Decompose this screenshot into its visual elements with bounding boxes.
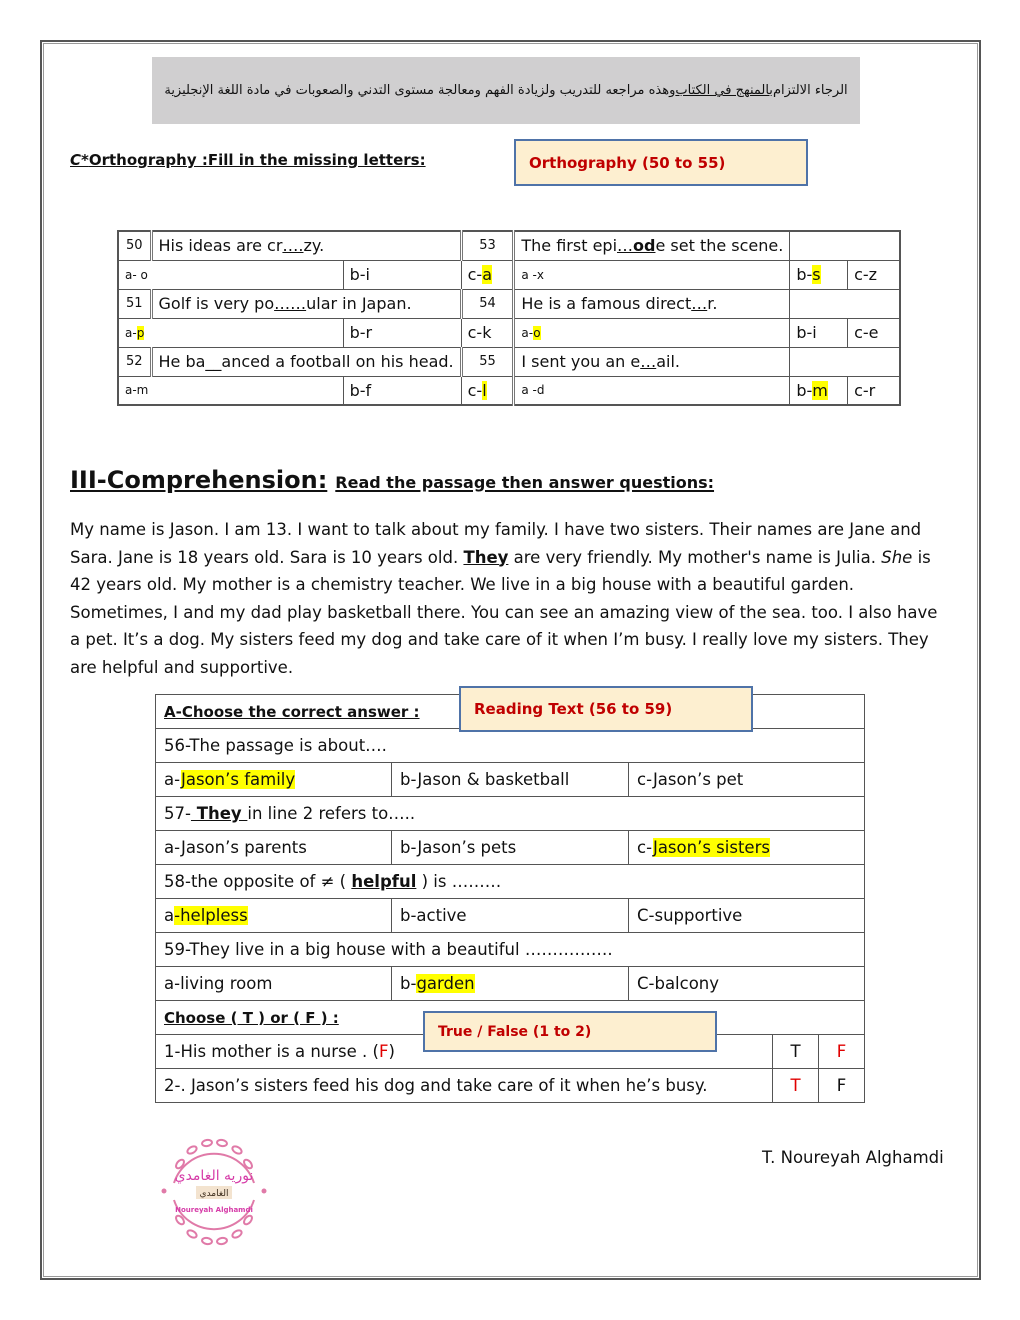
option-prefix: b- [796,265,813,284]
option-prefix: c- [637,838,653,857]
option-prefix: a -x [521,267,544,282]
table-row [156,967,865,1001]
table-row [156,1069,865,1103]
bold-letters: od [633,236,656,256]
option-51-c[interactable] [461,318,514,347]
option-54-c[interactable] [848,318,900,347]
teacher-logo-stamp [152,1128,276,1254]
option-54-a[interactable] [514,318,790,347]
option-prefix: a- [521,325,534,340]
option-57-c[interactable] [629,831,865,865]
option-57-b[interactable]: b-Jason’s pets [392,831,629,865]
option-55-c[interactable] [848,376,900,405]
table-row [118,376,900,405]
question-number: 55 [461,347,514,376]
option-prefix: b-r [349,323,373,342]
logo-latin-name: Noureyah Alghamdi [175,1206,253,1214]
option-prefix: a- [125,325,137,340]
question-keyword: They [190,804,248,823]
question-59: 59-They live in a big house with a beautiful ……………. [156,933,865,967]
tf-1-false[interactable]: F [819,1035,865,1069]
orthography-table [117,230,901,406]
option-58-a[interactable] [156,899,392,933]
option-prefix: a [164,906,175,925]
option-prefix: c- [467,265,483,284]
highlighted-answer: o [533,325,541,340]
highlighted-answer: a [482,265,493,284]
highlighted-answer: m [812,380,828,400]
question-keyword: helpful [351,872,417,891]
option-54-b[interactable] [790,318,848,347]
option-prefix: c-r [854,380,876,400]
blank: …. [282,236,304,256]
table-row [156,899,865,933]
answer-mark: F [378,1042,389,1061]
passage-text: is 42 years old. My mother is a chemistry teacher. We live in a big house with a beautiful garden. Sometimes, I and my dad play basketball there. You can see an amazing view of the sea. too. I also have a pet. It’s a dog. My sisters feed my dog and take care of it when I’m busy. I really love my sisters. They are helpful and supportive. [70,547,938,677]
question-58 [156,865,865,899]
reading-passage [70,516,950,681]
passage-text: are very friendly. My mother's name is Julia. [508,547,882,567]
highlighted-answer: Jason’s sisters [652,838,770,857]
question-sentence [514,289,790,318]
question-sentence [514,231,790,260]
option-prefix: b-i [349,265,370,284]
blank: … [640,352,657,371]
table-row [118,260,900,289]
option-53-c[interactable] [848,260,900,289]
sentence-text: His ideas are cr [158,236,283,256]
blank: … [617,236,634,256]
sentence-text: He ba__anced a football on his head. [158,352,454,371]
sentence-text: He is a famous direct [521,294,692,313]
sentence-text: Golf is very po [158,294,275,313]
option-prefix: a- o [125,267,148,282]
logo-arabic-sub: الغامدي [199,1189,229,1199]
option-prefix: c- [467,380,483,400]
question-sentence [514,347,790,376]
question-sentence [151,289,461,318]
question-number: 52 [118,347,151,376]
tf-statement-2: 2-. Jason’s sisters feed his dog and take care of it when he’s busy. [156,1069,773,1103]
option-51-b[interactable] [343,318,461,347]
option-59-b[interactable] [392,967,629,1001]
question-prefix: 58-the opposite of ≠ ( [164,872,352,891]
statement-text: ) [388,1042,395,1061]
option-50-c[interactable] [461,260,514,289]
true-false-header: Choose ( T ) or ( F ) : [156,1001,865,1035]
sentence-text: r. [707,294,718,313]
passage-they: They [463,547,509,567]
statement-text: 1-His mother is a nurse . ( [164,1042,379,1061]
sentence-text: ail. [656,352,680,371]
tf-2-true[interactable]: T [773,1069,819,1103]
option-55-a[interactable] [514,376,790,405]
comprehension-subtitle: Read the passage then answer questions: [335,473,715,492]
highlighted-answer: Jason’s family [180,770,296,789]
question-number: 51 [118,289,151,318]
table-row [156,763,865,797]
question-text: ) is ……… [416,872,502,891]
orthography-callout: Orthography (50 to 55) [514,139,808,186]
option-prefix: c-z [854,265,878,284]
table-row [156,797,865,831]
wreath-bottom-icon [174,1200,254,1229]
option-55-b[interactable] [790,376,848,405]
tf-1-true[interactable]: T [773,1035,819,1069]
option-56-c[interactable]: c-Jason’s pet [629,763,865,797]
comprehension-title: III-Comprehension: [70,466,328,494]
table-row [156,831,865,865]
option-56-a[interactable] [156,763,392,797]
comprehension-heading [70,466,714,494]
option-58-b[interactable]: b-active [392,899,629,933]
heading-text: Orthography :Fill in the missing letters: [88,151,426,169]
passage-text: My name is Jason. I am 13. I want to talk about my family. I have two sisters. Their names are Jane and Sara. Jane is 18 years old. Sara is 10 years old. [70,520,922,567]
table-row [156,933,865,967]
option-53-a[interactable] [514,260,790,289]
option-50-b[interactable] [343,260,461,289]
question-number: 50 [118,231,151,260]
question-number: 53 [461,231,514,260]
choose-header: A-Choose the correct answer : [156,695,865,729]
question-text: in line 2 refers to….. [247,804,416,823]
passage-she: She [881,547,913,567]
tf-2-false[interactable]: F [819,1069,865,1103]
option-52-a[interactable] [118,376,343,405]
question-number: 54 [461,289,514,318]
true-false-callout: True / False (1 to 2) [423,1011,717,1052]
option-prefix: b- [796,380,813,400]
highlighted-answer: p [136,325,145,340]
option-prefix: b-i [796,323,817,342]
highlighted-answer: s [812,265,821,284]
option-50-a[interactable] [118,260,343,289]
banner-text-underlined: بالمنهج في الكتاب [675,83,773,98]
teacher-signature: T. Noureyah Alghamdi [762,1148,944,1167]
banner-text-1: الرجاء الالتزام [772,83,848,98]
table-row [118,318,900,347]
heading-prefix: C* [70,151,89,169]
question-prefix: 57- [164,804,191,823]
option-prefix: b-f [349,380,372,400]
option-prefix: a-m [125,383,149,398]
sentence-text: The first epi [521,236,618,256]
option-prefix: b- [400,974,417,993]
option-prefix: a- [164,770,181,789]
logo-arabic-name: نوريه الغامدي [174,1168,254,1184]
question-56: 56-The passage is about…. [156,729,865,763]
option-51-a[interactable] [118,318,343,347]
arabic-instruction-banner [152,57,860,124]
orthography-heading [70,151,426,169]
table-row [118,289,900,318]
option-59-c[interactable]: C-balcony [629,967,865,1001]
option-52-b[interactable] [343,376,461,405]
option-58-c[interactable]: C-supportive [629,899,865,933]
reading-text-callout: Reading Text (56 to 59) [459,686,753,732]
option-56-b[interactable]: b-Jason & basketball [392,763,629,797]
sentence-text: I sent you an e [521,352,641,371]
option-52-c[interactable] [461,376,514,405]
question-sentence [151,347,461,376]
table-row [118,231,900,260]
highlighted-answer: garden [416,974,475,993]
table-row [156,729,865,763]
highlighted-answer: l [482,380,487,400]
option-57-a[interactable]: a-Jason’s parents [156,831,392,865]
highlighted-answer: -helpless [174,906,248,925]
option-59-a[interactable]: a-living room [156,967,392,1001]
table-row [118,347,900,376]
sentence-text: e set the scene. [655,236,784,256]
question-57 [156,797,865,831]
blank: …… [274,294,307,313]
sentence-text: zy. [303,236,325,256]
option-prefix: c-k [467,323,492,342]
question-sentence [151,231,461,260]
banner-text-3: وهذه مراجعه للتدريب ولزيادة الفهم ومعالجة مستوى التدني والصعوبات في مادة اللغة الإنجليزية [164,83,676,98]
table-row [156,865,865,899]
option-prefix: a -d [521,383,545,398]
option-53-b[interactable] [790,260,848,289]
sentence-text: ular in Japan. [306,294,412,313]
option-prefix: c-e [854,323,879,342]
blank: … [691,294,708,313]
